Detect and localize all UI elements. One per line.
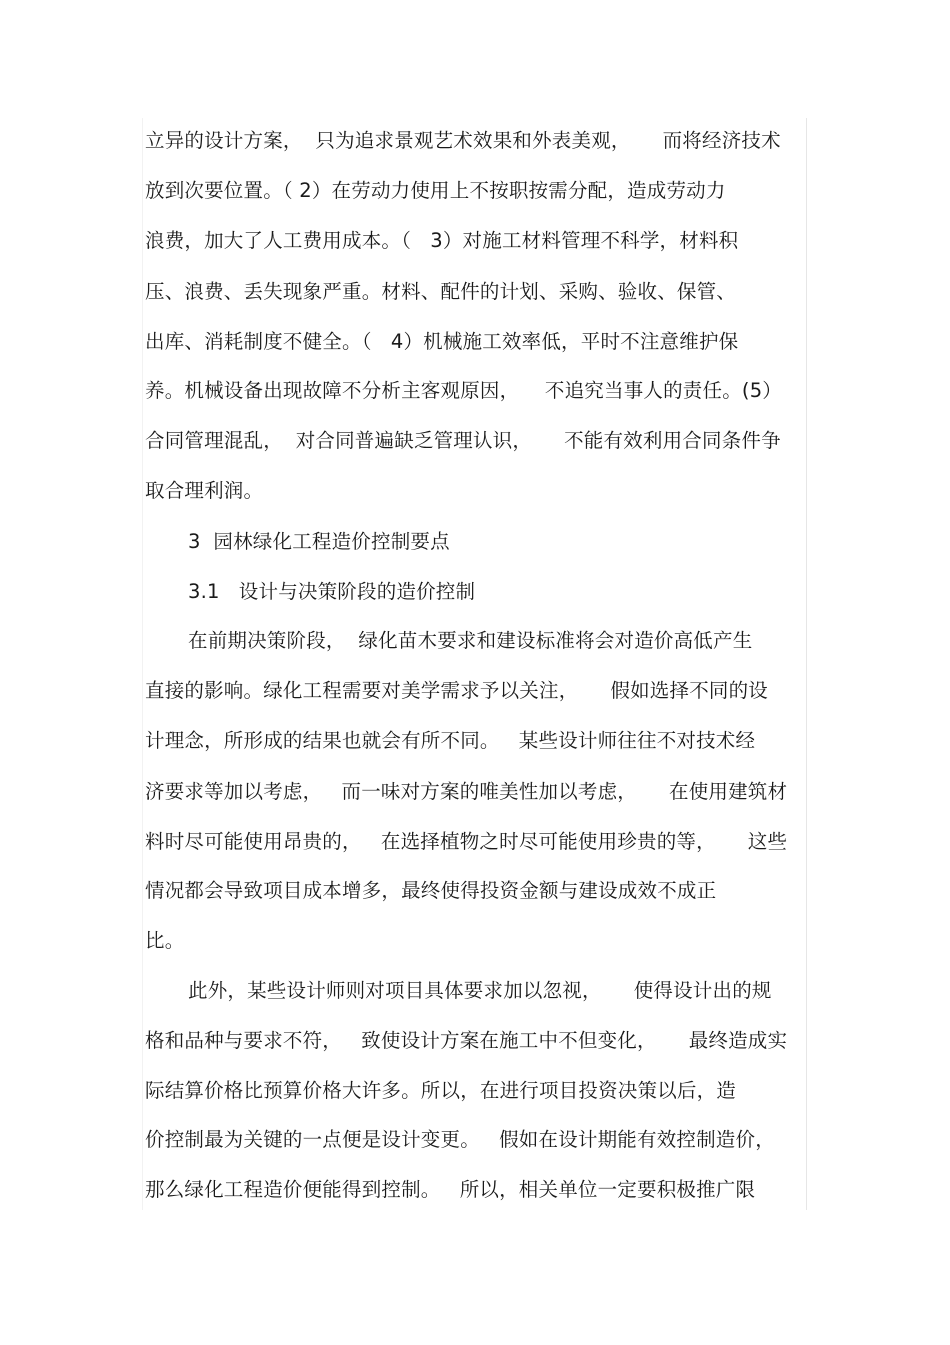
section-heading: 3 园林绿化工程造价控制要点 (188, 530, 450, 553)
text-line-17: 比。 (145, 929, 185, 952)
text-line-15: 料时尽可能使用昂贵的， 在选择植物之时尽可能使用珍贵的等， 这些 (145, 830, 788, 853)
text-line-11: 在前期决策阶段， 绿化苗木要求和建设标准将会对造价高低产生 (188, 629, 753, 652)
text-line-20: 际结算价格比预算价格大许多。所以，在进行项目投资决策以后，造 (145, 1079, 737, 1102)
text-line-1: 立异的设计方案， 只为追求景观艺术效果和外表美观， 而将经济技术 (145, 129, 781, 152)
text-line-12: 直接的影响。绿化工程需要对美学需求予以关注， 假如选择不同的设 (145, 679, 768, 702)
text-line-13: 计理念，所形成的结果也就会有所不同。 某些设计师往往不对技术经 (145, 729, 756, 752)
text-line-14: 济要求等加以考虑， 而一味对方案的唯美性加以考虑， 在使用建筑材 (145, 780, 788, 803)
text-line-2: 放到次要位置。（ 2）在劳动力使用上不按职按需分配，造成劳动力 (145, 179, 726, 202)
text-line-3: 浪费，加大了人工费用成本。（ 3）对施工材料管理不科学，材料积 (145, 229, 739, 252)
text-line-18: 此外，某些设计师则对项目具体要求加以忽视， 使得设计出的规 (188, 979, 772, 1002)
text-line-22: 那么绿化工程造价便能得到控制。 所以，相关单位一定要积极推广限 (145, 1178, 756, 1201)
subsection-heading: 3.1 设计与决策阶段的造价控制 (188, 580, 476, 603)
text-line-6: 养。机械设备出现故障不分析主客观原因， 不追究当事人的责任。(5） (145, 379, 783, 402)
text-line-7: 合同管理混乱， 对合同普遍缺乏管理认识， 不能有效利用合同条件争 (145, 429, 781, 452)
text-line-4: 压、浪费、丢失现象严重。材料、配件的计划、采购、验收、保管、 (145, 280, 737, 303)
text-line-5: 出库、消耗制度不健全。（ 4）机械施工效率低，平时不注意维护保 (145, 330, 739, 353)
text-line-19: 格和品种与要求不符， 致使设计方案在施工中不但变化， 最终造成实 (145, 1029, 788, 1052)
text-line-21: 价控制最为关键的一点便是设计变更。 假如在设计期能有效控制造价， (145, 1128, 775, 1151)
text-line-16: 情况都会导致项目成本增多，最终使得投资金额与建设成效不成正 (145, 879, 717, 902)
text-line-8: 取合理利润。 (145, 479, 264, 502)
